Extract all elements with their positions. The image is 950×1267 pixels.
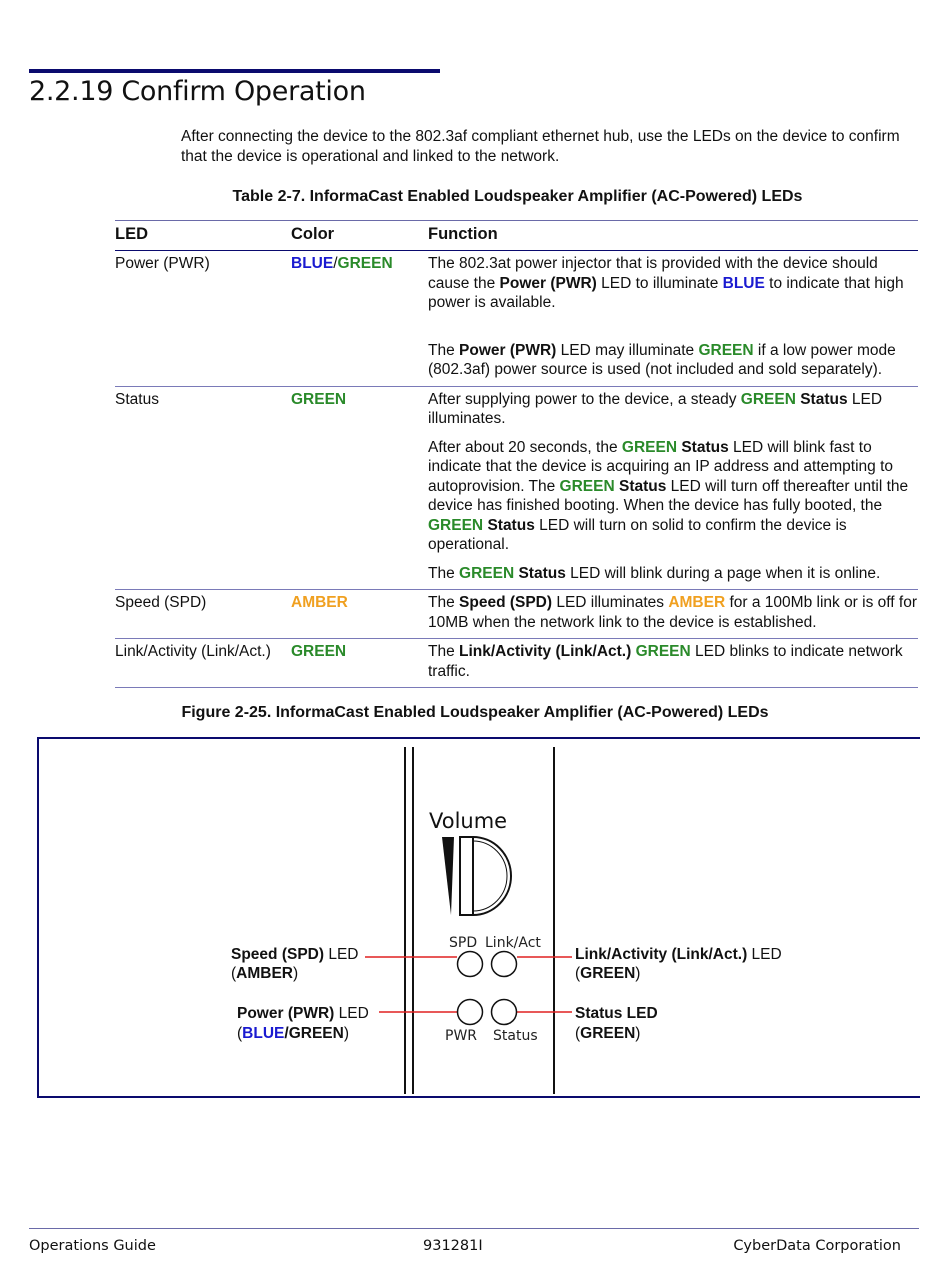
color-word: GREEN bbox=[698, 341, 754, 359]
text: to indicate that high power is available. bbox=[428, 274, 904, 311]
text: LED will blink during a page when it is online. bbox=[565, 564, 881, 582]
table-row bbox=[115, 386, 918, 590]
led-cell: Speed (SPD) bbox=[115, 590, 291, 639]
status-led-label: Status bbox=[493, 1028, 538, 1044]
header-color: Color bbox=[291, 221, 428, 251]
function-paragraph bbox=[428, 593, 918, 632]
footer-doc-number: 931281I bbox=[423, 1238, 483, 1254]
color-word: GREEN bbox=[621, 438, 678, 456]
function-paragraph bbox=[428, 390, 918, 429]
function-cell bbox=[428, 251, 918, 387]
text: for a 100Mb link or is off for 10MB when the network link to the device is established. bbox=[428, 594, 917, 631]
text: LED will turn off thereafter until the device has finished booting. When the device has fully booted, the bbox=[428, 477, 909, 514]
led-table bbox=[115, 220, 918, 688]
color-cell bbox=[291, 639, 428, 688]
function-paragraph bbox=[428, 254, 918, 313]
volume-label: Volume bbox=[429, 809, 508, 833]
bold-text: Status bbox=[518, 564, 566, 582]
color-word: GREEN bbox=[559, 477, 615, 495]
intro-paragraph: After connecting the device to the 802.3af compliant ethernet hub, use the LEDs on the device to confirm that the device is operational and linked to the network. bbox=[181, 128, 900, 165]
text: After about 20 seconds, the bbox=[428, 438, 622, 456]
text: if a low power mode (802.3af) power source is used (not included and sold separately). bbox=[428, 341, 896, 378]
figure-frame bbox=[37, 737, 920, 1098]
bold-text: Link/Activity (Link/Act.) bbox=[459, 643, 632, 660]
spd-callout-title: Speed (SPD) LED bbox=[231, 946, 359, 963]
bold-text: Power (PWR) bbox=[459, 341, 557, 359]
link-callout-color: (GREEN) bbox=[575, 965, 641, 982]
function-cell bbox=[428, 386, 918, 590]
spd-led-indicator bbox=[458, 952, 483, 977]
function-paragraph bbox=[428, 564, 918, 584]
color-separator: / bbox=[333, 255, 338, 272]
text: LED will blink fast to indicate that the device is acquiring an IP address and attempting to autoprovision. The bbox=[428, 438, 894, 495]
color-green: GREEN bbox=[291, 390, 347, 408]
color-cell bbox=[291, 590, 428, 639]
color-green: GREEN bbox=[337, 255, 393, 272]
color-green: GREEN bbox=[291, 643, 347, 660]
footer-company: CyberData Corporation bbox=[733, 1238, 901, 1254]
pwr-callout-title: Power (PWR) LED bbox=[237, 1005, 369, 1022]
figure-caption: Figure 2-25. InformaCast Enabled Loudspeaker Amplifier (AC-Powered) LEDs bbox=[181, 704, 769, 721]
text: LED to illuminate bbox=[596, 274, 723, 292]
pwr-callout-color: (BLUE/GREEN) bbox=[237, 1025, 349, 1042]
volume-wedge-icon bbox=[442, 837, 454, 915]
bold-text: Status bbox=[800, 390, 848, 408]
color-word: AMBER bbox=[668, 594, 726, 611]
text: The bbox=[428, 643, 460, 660]
led-cell: Link/Activity (Link/Act.) bbox=[115, 639, 291, 688]
bold-text: Status bbox=[487, 516, 535, 534]
text: LED illuminates. bbox=[428, 390, 883, 427]
volume-dial-icon bbox=[473, 837, 511, 915]
pwr-led-indicator bbox=[458, 1000, 483, 1025]
heading-rule bbox=[29, 69, 440, 73]
function-cell bbox=[428, 639, 918, 688]
color-blue: BLUE bbox=[291, 255, 334, 272]
bold-text: Speed (SPD) bbox=[459, 594, 553, 611]
bold-text: Status bbox=[681, 438, 729, 456]
text: After supplying power to the device, a steady bbox=[428, 390, 741, 408]
status-callout-title: Status LED bbox=[575, 1005, 658, 1022]
table-row bbox=[115, 251, 918, 387]
color-word: GREEN bbox=[740, 390, 796, 408]
function-paragraph bbox=[428, 438, 918, 555]
text: The bbox=[428, 341, 460, 359]
color-word: GREEN bbox=[428, 516, 484, 534]
link-callout-title: Link/Activity (Link/Act.) LED bbox=[575, 946, 782, 963]
color-cell bbox=[291, 386, 428, 590]
color-word: BLUE bbox=[722, 274, 765, 292]
volume-knob-icon bbox=[460, 837, 473, 915]
color-cell bbox=[291, 251, 428, 387]
footer-rule bbox=[29, 1228, 919, 1229]
footer-doc-title: Operations Guide bbox=[29, 1238, 156, 1254]
text: The 802.3at power injector that is provided with the device should cause the bbox=[428, 255, 878, 292]
bold-text: Power (PWR) bbox=[499, 274, 597, 292]
color-amber: AMBER bbox=[291, 594, 348, 611]
link-led-indicator bbox=[492, 952, 517, 977]
led-cell: Status bbox=[115, 386, 291, 590]
color-word: GREEN bbox=[459, 564, 515, 582]
function-paragraph bbox=[428, 341, 918, 380]
table-caption: Table 2-7. InformaCast Enabled Loudspeaker Amplifier (AC-Powered) LEDs bbox=[232, 188, 803, 205]
section-title: 2.2.19 Confirm Operation bbox=[29, 76, 366, 107]
led-cell: Power (PWR) bbox=[115, 251, 291, 387]
header-function: Function bbox=[428, 221, 918, 251]
table-row bbox=[115, 590, 918, 639]
color-word: GREEN bbox=[635, 643, 691, 660]
link-led-label: Link/Act bbox=[485, 935, 541, 951]
function-paragraph bbox=[428, 642, 918, 681]
pwr-led-label: PWR bbox=[445, 1028, 478, 1044]
bold-text: Status bbox=[618, 477, 667, 495]
text: LED will turn on solid to confirm the device is operational. bbox=[428, 516, 847, 553]
text: LED may illuminate bbox=[556, 341, 699, 359]
spd-led-label: SPD bbox=[449, 935, 478, 951]
header-led: LED bbox=[115, 221, 291, 251]
status-led-indicator bbox=[492, 1000, 517, 1025]
table-row bbox=[115, 639, 918, 688]
led-panel-diagram bbox=[39, 739, 920, 1096]
text: The bbox=[428, 564, 460, 582]
text: LED illuminates bbox=[552, 594, 669, 611]
spd-callout-color: (AMBER) bbox=[231, 965, 299, 982]
table-header-row bbox=[115, 221, 918, 251]
text: The bbox=[428, 594, 460, 611]
text: LED blinks to indicate network traffic. bbox=[428, 643, 903, 680]
status-callout-color: (GREEN) bbox=[575, 1025, 641, 1042]
function-cell bbox=[428, 590, 918, 639]
